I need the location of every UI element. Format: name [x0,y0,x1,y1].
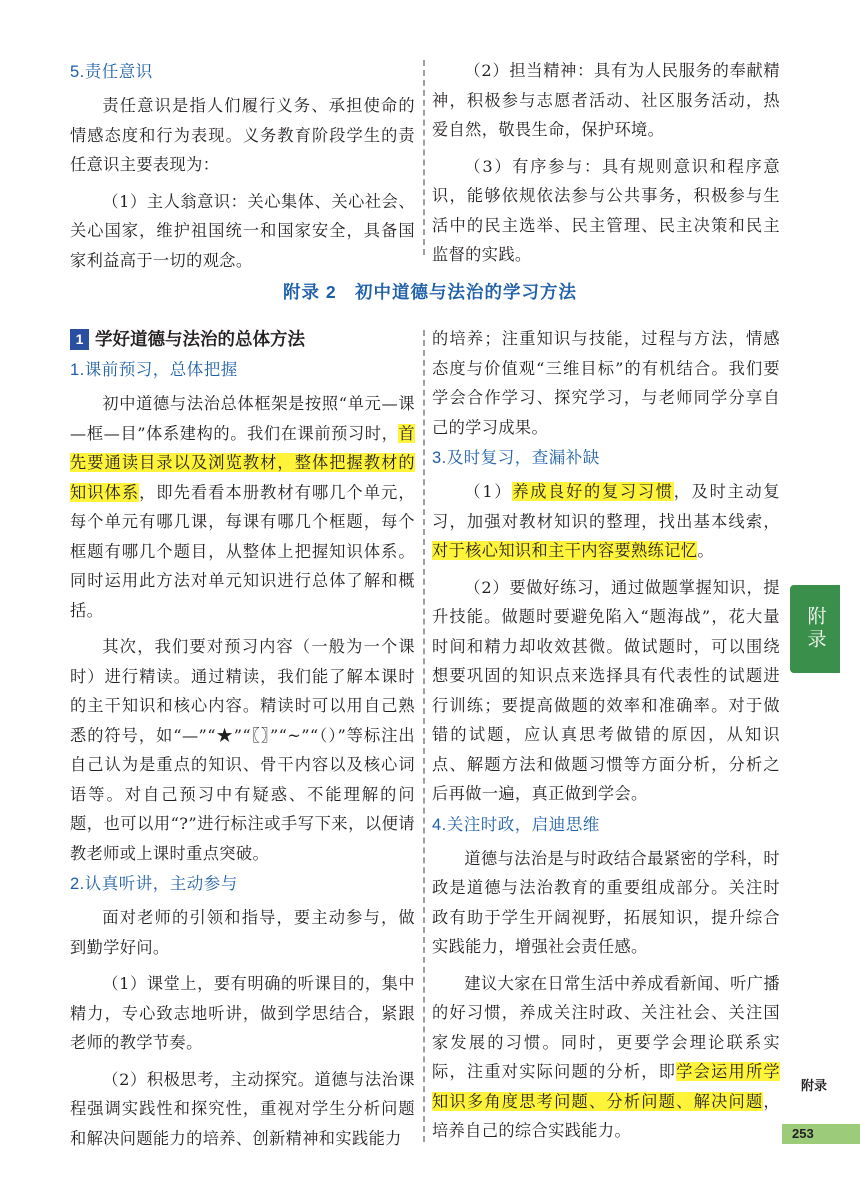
page-number: 253 [782,1124,860,1144]
top-left-column [70,56,415,275]
appendix-side-tab: 附录 [790,585,840,673]
text: ，培养自己的综合实践能力。 [432,1091,780,1140]
text: 。 [697,541,714,560]
paragraph: （1）课堂上，要有明确的听课目的，集中精力，专心致志地听讲，做到学思结合，紧跟老师的教学节奏。 [70,974,415,1052]
highlighted-text: 学会运用所学知识多角度思考问题、分析问题、解决问题 [432,1062,780,1111]
paragraph: （2）担当精神：具有为人民服务的奉献精神，积极参与志愿者活动、社区服务活动，热爱自然，敬畏生命，保护环境。 [432,61,780,139]
section-number-badge: 1 [70,329,89,350]
appendix-title: 附录 2 初中道德与法治的学习方法 [282,282,578,302]
section-heading [70,324,415,354]
heading-review: 3.及时复习，查漏补缺 [432,449,600,467]
top-right-column [432,56,780,270]
column-divider-top [423,60,425,255]
paragraph [70,389,415,625]
text: 建议大家在日常生活中养成看新闻、听广播的好习惯，养成关注时政、关注社会、关注国家发展的习惯。同时，更要学会理论联系实际，注重对实际问题的分析，即 [432,973,780,1081]
highlighted-text: 养成良好的复习习惯 [512,482,674,501]
text: ，及时主动复习，加强对教材知识的整理，找出基本线索， [432,482,780,531]
right-column [432,324,780,1146]
left-column [70,324,415,1153]
heading-responsibility: 5.责任意识 [70,63,153,81]
paragraph: 其次，我们要对预习内容（一般为一个课时）进行精读。通过精读，我们能了解本课时的主干知识和核心内容。精读时可以用自己熟悉的符号，如“—”“★”“〖〗”“~”“（）”等标注出自己认为是重点的知识、骨干内容以及核心词语等。对自己预习中有疑惑、不能理解的问题，也可以用“?”进行标注或手写下来，以便请教老师或上课时重点突破。 [70,637,415,863]
highlighted-text: 首先要通读目录以及浏览教材，整体把握教材的知识体系 [70,423,415,502]
section-title: 学好道德与法治的总体方法 [95,329,305,349]
highlighted-text: 对于核心知识和主干内容要熟练记忆 [432,541,698,560]
side-label: 附录 [800,1078,827,1093]
paragraph: （3）有序参与：具有规则意识和程序意识，能够依规依法参与公共事务，积极参与生活中的民主选举、民主管理、民主决策和民主监督的实践。 [432,156,780,264]
paragraph: 责任意识是指人们履行义务、承担使命的情感态度和行为表现。义务教育阶段学生的责任意识主要表现为： [70,96,415,174]
paragraph: （2）积极思考，主动探究。道德与法治课程强调实践性和探究性，重视对学生分析问题和解决问题能力的培养、创新精神和实践能力 [70,1069,415,1148]
paragraph: 的培养；注重知识与技能，过程与方法，情感态度与价值观“三维目标”的有机结合。我们要学会合作学习、探究学习，与老师同学分享自己的学习成果。 [432,329,780,437]
paragraph: 面对老师的引领和指导，要主动参与，做到勤学好问。 [70,908,415,957]
heading-listen: 2.认真听讲，主动参与 [70,875,238,893]
text: （1） [464,482,513,501]
paragraph: （2）要做好练习，通过做题掌握知识，提升技能。做题时要避免陷入“题海战”，花大量时间和精力却收效甚微。做试题时，可以围绕想要巩固的知识点来选择具有代表性的试题进行训练；要提高做题的效率和准确率。对于做错的试题，应认真思考做错的原因，从知识点、解题方法和做题习惯等方面分析，分析之后再做一遍，真正做到学会。 [432,577,780,803]
paragraph: （1）主人翁意识：关心集体、关心社会、关心国家，维护祖国统一和国家安全，具备国家利益高于一切的观念。 [70,191,415,270]
text: ，即先看看本册教材有哪几个单元，每个单元有哪几课，每课有哪几个框题，每个框题有哪几个题目，从整体上把握知识体系。同时运用此方法对单元知识进行总体了解和概括。 [70,482,415,620]
column-divider-main [423,330,425,1142]
text: 初中道德与法治总体框架是按照“单元—课—框—目”体系建构的。我们在课前预习时， [70,394,415,443]
paragraph [432,477,780,566]
paragraph [432,969,780,1146]
heading-preview: 1.课前预习，总体把握 [70,361,238,379]
paragraph: 道德与法治是与时政结合最紧密的学科，时政是道德与法治教育的重要组成部分。关注时政有助于学生开阔视野，拓展知识，提升综合实践能力，增强社会责任感。 [432,848,780,956]
heading-current-affairs: 4.关注时政，启迪思维 [432,815,600,834]
